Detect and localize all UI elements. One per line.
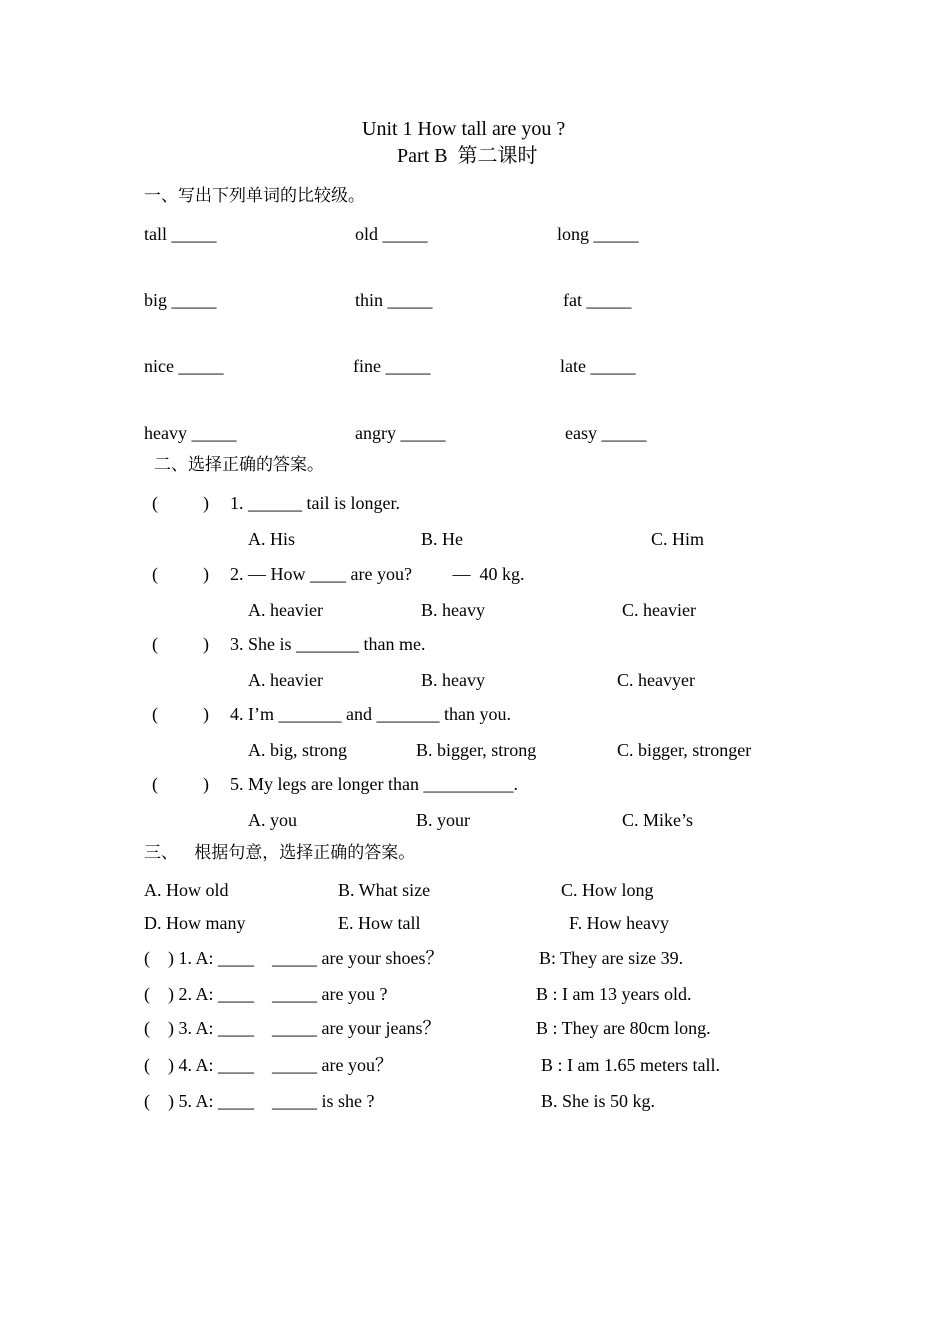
dialogue-answer: B : They are 80cm long.: [536, 1018, 711, 1038]
page-subtitle: Part B 第二课时: [397, 145, 538, 167]
word-item: long _____: [557, 224, 639, 244]
option-a: A. heavier: [248, 670, 323, 690]
word-item: old _____: [355, 224, 428, 244]
question-text: 5. My legs are longer than __________.: [230, 774, 518, 794]
option-c: C. bigger, stronger: [617, 740, 752, 760]
choice-item: B. What size: [338, 880, 431, 900]
word-item: fine _____: [353, 356, 431, 376]
dialogue-question: ( ) 4. A: ____ _____ are you？: [144, 1055, 393, 1075]
word-item: fat _____: [563, 290, 632, 310]
word-item: heavy _____: [144, 423, 237, 443]
option-a: A. heavier: [248, 600, 323, 620]
option-a: A. you: [248, 810, 297, 830]
word-item: thin _____: [355, 290, 433, 310]
page-title: Unit 1 How tall are you ?: [362, 118, 566, 140]
option-a: A. big, strong: [248, 740, 347, 760]
word-item: angry _____: [355, 423, 446, 443]
section1-heading: 一、写出下列单词的比较级。: [144, 186, 365, 206]
option-c: C. heavyer: [617, 670, 695, 690]
dialogue-question: ( ) 5. A: ____ _____ is she ?: [144, 1091, 375, 1111]
section2-heading: 二、选择正确的答案。: [154, 455, 324, 475]
answer-bracket: ( ): [152, 774, 209, 794]
dialogue-question: ( ) 3. A: ____ _____ are your jeans？: [144, 1018, 441, 1038]
word-item: tall _____: [144, 224, 217, 244]
dialogue-answer: B : I am 1.65 meters tall.: [541, 1055, 720, 1075]
option-b: B. heavy: [421, 670, 485, 690]
question-text: 4. I’m _______ and _______ than you.: [230, 704, 511, 724]
question-text: 2. — How ____ are you? — 40 kg.: [230, 564, 525, 584]
answer-bracket: ( ): [152, 704, 209, 724]
question-text: 3. She is _______ than me.: [230, 634, 426, 654]
question-text: 1. ______ tail is longer.: [230, 493, 400, 513]
choice-item: D. How many: [144, 913, 246, 933]
answer-bracket: ( ): [152, 493, 209, 513]
choice-item: F. How heavy: [569, 913, 670, 933]
option-c: C. heavier: [622, 600, 696, 620]
word-item: nice _____: [144, 356, 224, 376]
option-b: B. He: [421, 529, 463, 549]
word-item: easy _____: [565, 423, 647, 443]
option-b: B. bigger, strong: [416, 740, 537, 760]
dialogue-answer: B. She is 50 kg.: [541, 1091, 656, 1111]
answer-bracket: ( ): [152, 564, 209, 584]
word-item: big _____: [144, 290, 217, 310]
option-a: A. His: [248, 529, 296, 549]
choice-item: E. How tall: [338, 913, 421, 933]
choice-item: A. How old: [144, 880, 229, 900]
answer-bracket: ( ): [152, 634, 209, 654]
dialogue-question: ( ) 1. A: ____ _____ are your shoes？: [144, 948, 444, 968]
word-item: late _____: [560, 356, 636, 376]
choice-item: C. How long: [561, 880, 654, 900]
dialogue-question: ( ) 2. A: ____ _____ are you ?: [144, 984, 388, 1004]
option-c: C. Him: [651, 529, 705, 549]
option-b: B. heavy: [421, 600, 485, 620]
section3-heading: 三、 根据句意，选择正确的答案。: [144, 843, 416, 863]
dialogue-answer: B : I am 13 years old.: [536, 984, 692, 1004]
dialogue-answer: B: They are size 39.: [539, 948, 684, 968]
option-b: B. your: [416, 810, 470, 830]
option-c: C. Mike’s: [622, 810, 694, 830]
